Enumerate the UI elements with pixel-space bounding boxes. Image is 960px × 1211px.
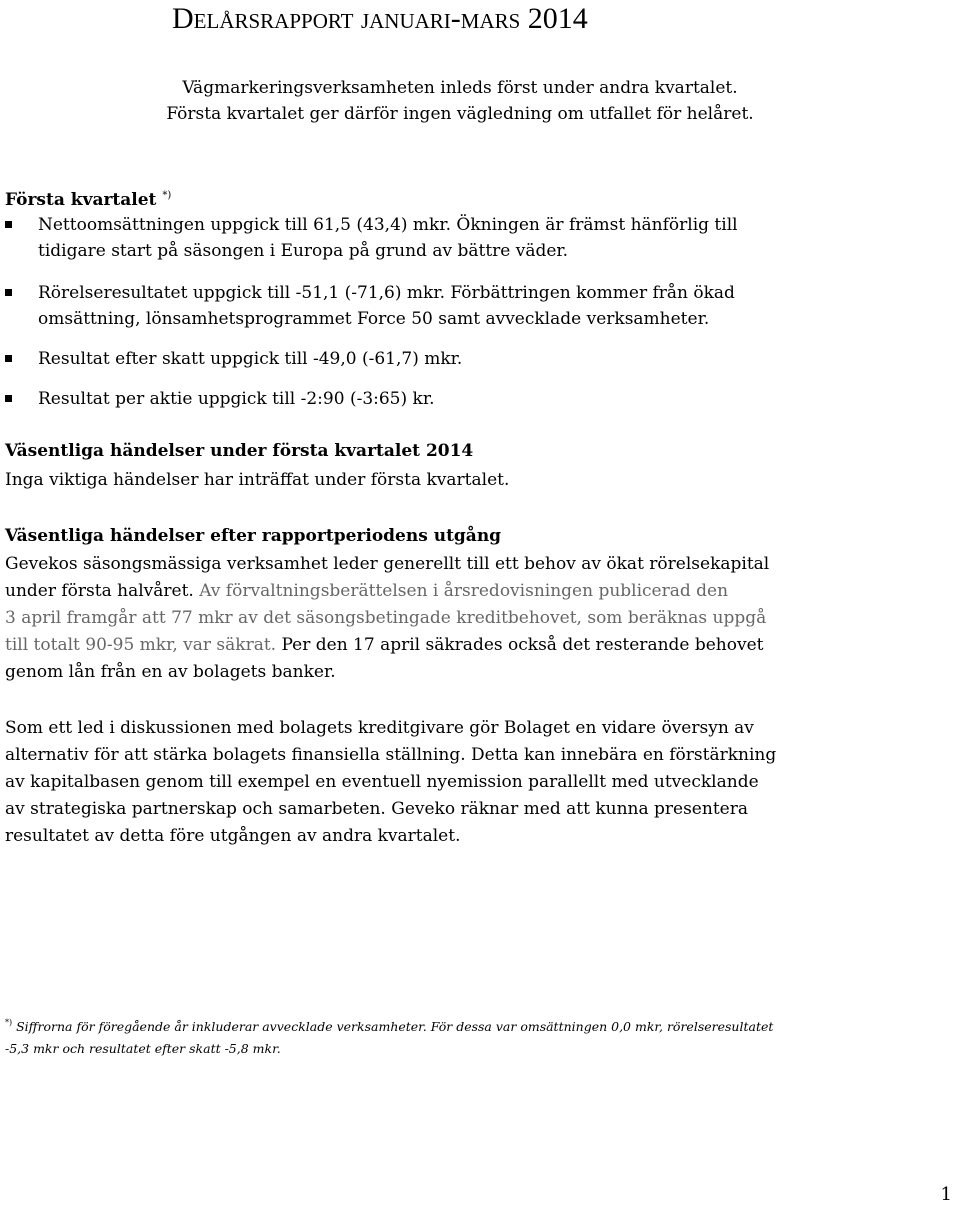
paragraph-line: alternativ för att stärka bolagets finansiella ställning. Detta kan innebära en förstärkning — [5, 745, 777, 765]
intro-line: Första kvartalet ger därför ingen vägledning om utfallet för helåret. — [166, 104, 754, 124]
events-after-heading: Väsentliga händelser efter rapportperiodens utgång — [5, 526, 502, 546]
document-title: Delårsrapport januari-mars 2014 — [172, 2, 588, 35]
list-item-line: omsättning, lönsamhetsprogrammet Force 50 samt avvecklade verksamheter. — [38, 309, 710, 329]
square-bullet-icon — [5, 395, 12, 402]
paragraph-line — [5, 578, 905, 605]
first-quarter-heading-text: Första kvartalet — [5, 190, 157, 210]
square-bullet-icon — [5, 289, 12, 296]
list-item-line: Rörelseresultatet uppgick till -51,1 (-71,6) mkr. Förbättringen kommer från ökad — [38, 283, 735, 303]
paragraph-line — [5, 632, 905, 659]
list-item-line: tidigare start på säsongen i Europa på grund av bättre väder. — [38, 241, 569, 261]
first-quarter-heading — [5, 183, 171, 213]
footnote-line — [5, 1012, 905, 1038]
intro-line: Vägmarkeringsverksamheten inleds först under andra kvartalet. — [182, 78, 738, 98]
list-item-text — [38, 386, 868, 412]
footnote-reference: *) — [162, 190, 172, 201]
events-during-heading: Väsentliga händelser under första kvartalet 2014 — [5, 441, 474, 461]
footnote-marker: *) — [5, 1018, 13, 1027]
paragraph-line: Gevekos säsongsmässiga verksamhet leder generellt till ett behov av ökat rörelsekapital — [5, 554, 770, 574]
paragraph-line: genom lån från en av bolagets banker. — [5, 662, 336, 682]
square-bullet-icon — [5, 355, 12, 362]
square-bullet-icon — [5, 221, 12, 228]
paragraph-line: av kapitalbasen genom till exempel en eventuell nyemission parallellt med utvecklande — [5, 772, 759, 792]
paragraph-text: under första halvåret. — [5, 581, 194, 601]
paragraph-line: Som ett led i diskussionen med bolagets kreditgivare gör Bolaget en vidare översyn av — [5, 718, 754, 738]
list-item-line: Resultat per aktie uppgick till -2:90 (-3:65) kr. — [38, 389, 435, 409]
list-item-line: Nettoomsättningen uppgick till 61,5 (43,4) mkr. Ökningen är främst hänförlig till — [38, 215, 738, 235]
list-item-text — [38, 280, 868, 332]
events-after-paragraph — [5, 551, 905, 686]
list-item-line: Resultat efter skatt uppgick till -49,0 (-61,7) mkr. — [38, 349, 463, 369]
review-paragraph — [5, 715, 905, 850]
list-item-text — [38, 346, 868, 372]
paragraph-text: Per den 17 april säkrades också det resterande behovet — [276, 635, 764, 655]
footnote — [5, 1012, 905, 1060]
page-number: 1 — [940, 1184, 952, 1205]
paragraph-line: av strategiska partnerskap och samarbeten. Geveko räknar med att kunna presentera — [5, 799, 748, 819]
events-during-text — [5, 467, 905, 494]
list-item-text — [38, 212, 868, 264]
paragraph-text-grey: Av förvaltningsberättelsen i årsredovisningen publicerad den — [193, 581, 729, 601]
paragraph-line: Inga viktiga händelser har inträffat under första kvartalet. — [5, 470, 510, 490]
paragraph-text-grey: till totalt 90-95 mkr, var säkrat. — [5, 635, 277, 655]
paragraph-line: resultatet av detta före utgången av andra kvartalet. — [5, 826, 461, 846]
paragraph-line-grey: 3 april framgår att 77 mkr av det säsongsbetingade kreditbehovet, som beräknas uppgå — [5, 608, 767, 628]
footnote-line: -5,3 mkr och resultatet efter skatt -5,8 mkr. — [5, 1041, 281, 1056]
footnote-text: Siffrorna för föregående år inkluderar avvecklade verksamheter. För dessa var omsättningen 0,0 mkr, rörelseresultatet — [12, 1019, 774, 1034]
